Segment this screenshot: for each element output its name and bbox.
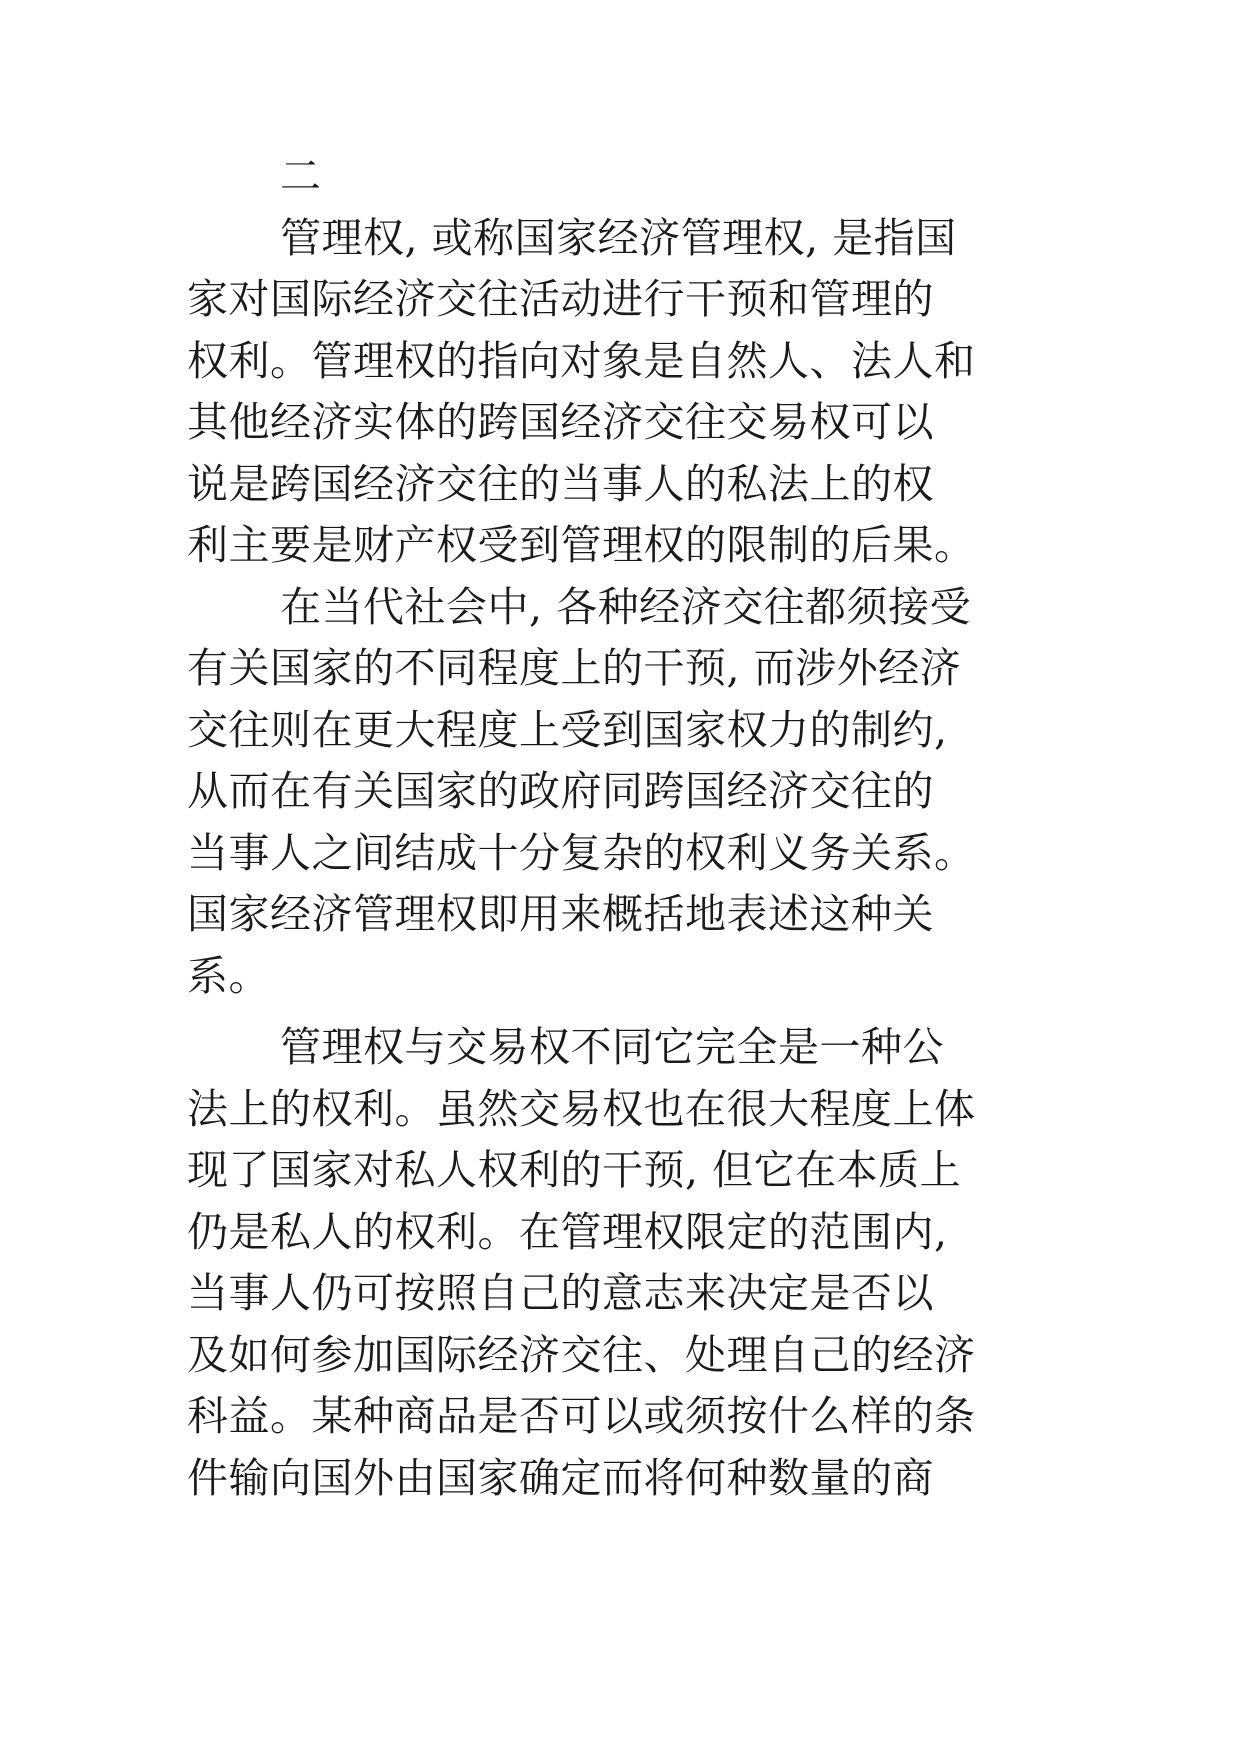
paragraph-line: 利主要是财产权受到管理权的限制的后果。 xyxy=(187,521,976,569)
paragraph-line: 及如何参加国际经济交往、处理自己的经济 xyxy=(187,1330,976,1379)
paragraph-line: 有关国家的不同程度上的干预, 而涉外经济 xyxy=(187,644,962,692)
paragraph-line: 法上的权利。虽然交易权也在很大程度上体 xyxy=(187,1084,976,1133)
paragraph-line: 件输向国外由国家确定而将何种数量的商 xyxy=(187,1453,934,1502)
paragraph-line: 仍是私人的权利。在管理权限定的范围内, xyxy=(187,1207,948,1256)
paragraph-line: 当事人仍可按照自己的意志来决定是否以 xyxy=(187,1269,934,1317)
paragraph-line: 管理权与交易权不同它完全是一种公 xyxy=(280,1023,944,1071)
paragraph-line: 现了国家对私人权利的干预, 但它在本质上 xyxy=(187,1146,962,1194)
paragraph-line: 管理权, 或称国家经济管理权, 是指国 xyxy=(280,213,957,262)
paragraph-line: 家对国际经济交往活动进行干预和管理的 xyxy=(187,275,934,323)
section-heading: 二 xyxy=(280,152,322,200)
document-body xyxy=(187,146,1067,1509)
paragraph-line: 在当代社会中, 各种经济交往都须接受 xyxy=(280,582,972,631)
paragraph-line: 其他经济实体的跨国经济交往交易权可以 xyxy=(187,398,934,446)
paragraph-line: 当事人之间结成十分复杂的权利义务关系。 xyxy=(187,828,976,877)
paragraph-line: 交往则在更大程度上受到国家权力的制约, xyxy=(187,705,948,754)
paragraph-line: 权利。管理权的指向对象是自然人、法人和 xyxy=(187,336,976,385)
paragraph-line: 科益。某种商品是否可以或须按什么样的条 xyxy=(187,1392,976,1440)
paragraph-line: 国家经济管理权即用来概括地表述这种关 xyxy=(187,890,934,938)
paragraph-line: 说是跨国经济交往的当事人的私法上的权 xyxy=(187,459,934,508)
paragraph-line: 从而在有关国家的政府同跨国经济交往的 xyxy=(187,767,934,815)
paragraph-line: 系。 xyxy=(187,951,270,1000)
paragraph-2 xyxy=(187,577,1067,1008)
paragraph-3 xyxy=(187,1017,1067,1509)
paragraph-1 xyxy=(187,208,1067,577)
